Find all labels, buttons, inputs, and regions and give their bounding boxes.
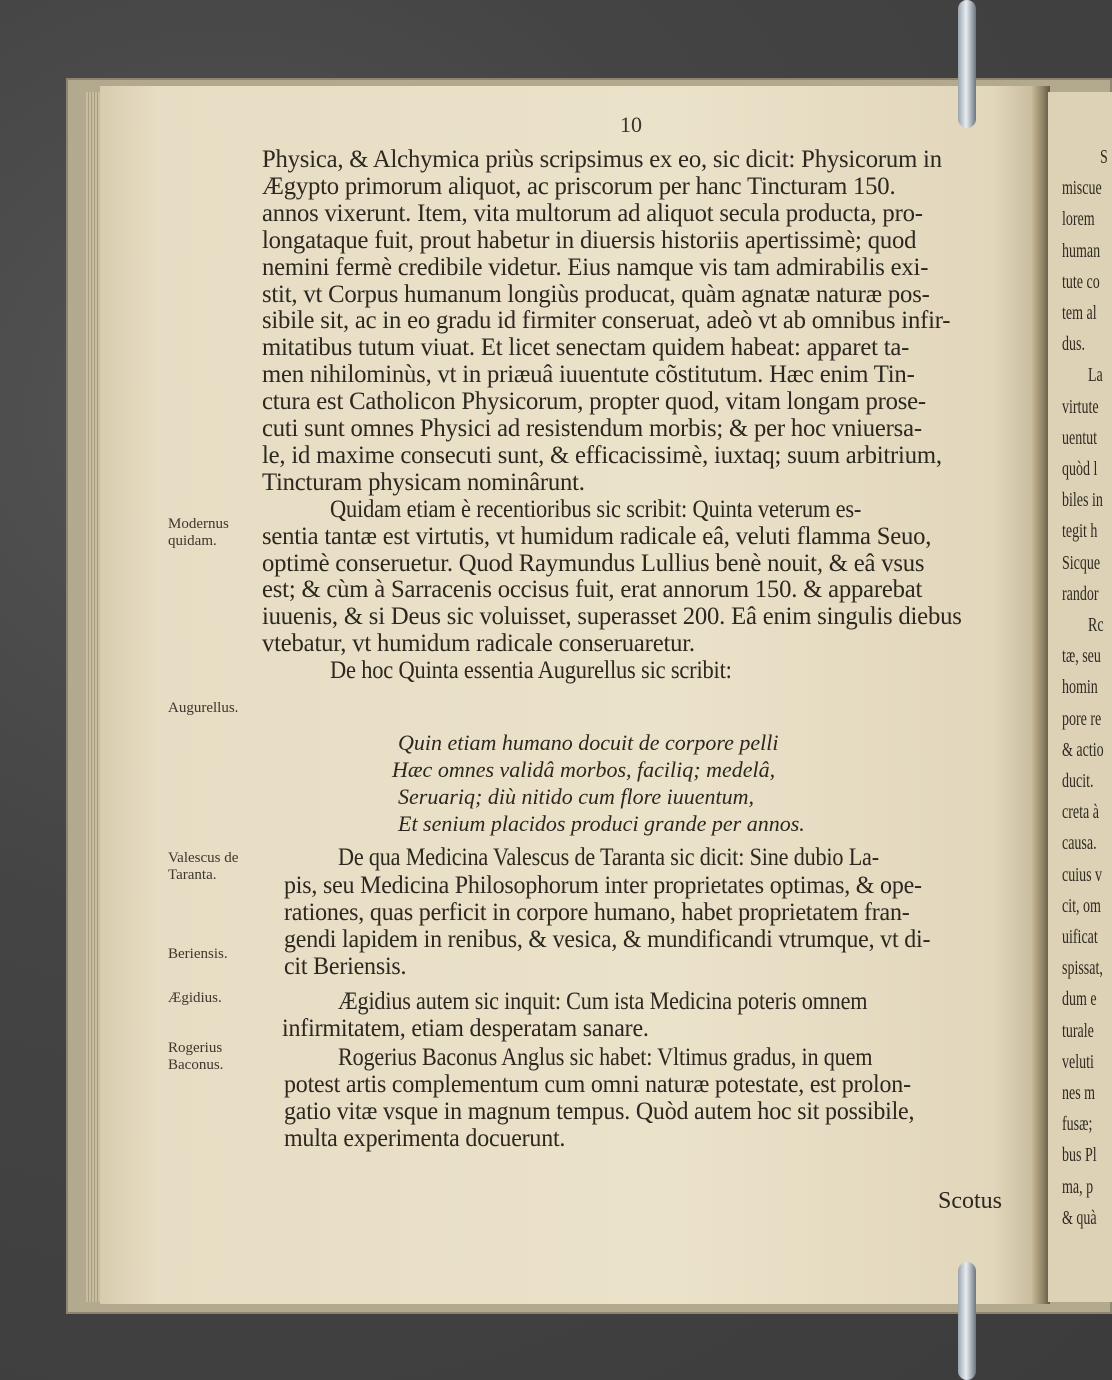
right-page-fragment: cuius v bbox=[1062, 863, 1103, 886]
text-line: annos vixerunt. Item, vita multorum ad aliquot secula producta, pro- bbox=[262, 199, 923, 227]
right-page-fragment: biles in bbox=[1062, 489, 1103, 512]
right-page-fragment: dum e bbox=[1062, 988, 1097, 1011]
text-line: potest artis complementum cum omni naturæ potestate, est prolon- bbox=[284, 1071, 911, 1098]
text-line: infirmitatem, etiam desperatam sanare. bbox=[282, 1015, 649, 1042]
right-page-fragment: causa. bbox=[1062, 832, 1097, 855]
margin-note-line: Baconus. bbox=[168, 1057, 224, 1073]
right-page-fragment: bus Pl bbox=[1062, 1144, 1097, 1167]
right-page-fragment: veluti bbox=[1062, 1050, 1094, 1073]
right-page-fragment: S bbox=[1100, 146, 1108, 168]
margin-note-line: Ægidius. bbox=[168, 990, 222, 1006]
verse-line: Quin etiam humano docuit de corpore pelli bbox=[398, 730, 779, 755]
text-line: pis, seu Medicina Philosophorum inter proprietates optimas, & ope- bbox=[284, 872, 922, 899]
text-line: Rogerius Baconus Anglus sic habet: Vltimus gradus, in quem bbox=[338, 1044, 873, 1071]
text-line: Quidam etiam è recentioribus sic scribit: Quinta veterum es- bbox=[330, 495, 862, 523]
right-page-fragment: quòd l bbox=[1062, 458, 1098, 480]
verse-line: Seruariq; diù nitido cum flore iuuentum, bbox=[398, 784, 755, 809]
right-page-fragment: uificat bbox=[1062, 926, 1098, 948]
text-line: cit Beriensis. bbox=[284, 953, 407, 980]
catchword: Scotus bbox=[938, 1188, 1003, 1214]
right-page-fragment: & actio bbox=[1062, 738, 1104, 761]
right-page-fragment: miscue bbox=[1062, 177, 1102, 200]
text-line: multa experimenta docuerunt. bbox=[284, 1125, 566, 1152]
right-page-fragment: human bbox=[1062, 239, 1101, 262]
right-page-fragment: tæ, seu bbox=[1062, 645, 1101, 668]
verse-line: Et senium placidos produci grande per annos. bbox=[398, 811, 805, 836]
right-page-fragment: creta à bbox=[1062, 801, 1099, 824]
text-line: ctura est Catholicon Physicorum, propter quod, vitam longam prose- bbox=[262, 388, 926, 416]
margin-note-line: Modernus bbox=[168, 516, 229, 532]
page-number: 10 bbox=[620, 112, 642, 137]
text-line: optimè conseruetur. Quod Raymundus Lullius benè nouit, & eâ vsus bbox=[262, 549, 925, 577]
right-page-fragment: homin bbox=[1062, 676, 1098, 699]
text-line: est; & cùm à Sarracenis occisus fuit, erat annorum 150. & apparebat bbox=[262, 576, 923, 604]
margin-note-aegidius bbox=[168, 990, 268, 1007]
right-page-fragment: nes m bbox=[1062, 1082, 1096, 1104]
text-line: Ægidius autem sic inquit: Cum ista Medicina poteris omnem bbox=[338, 988, 868, 1015]
right-page-fragment: uentut bbox=[1062, 426, 1097, 449]
right-page-fragment: spissat, bbox=[1062, 957, 1103, 980]
right-page bbox=[1048, 92, 1112, 1302]
margin-note-line: Beriensis. bbox=[168, 946, 228, 962]
text-line: sentia tantæ est virtutis, vt humidum radicale eâ, veluti flamma Seuo, bbox=[262, 522, 932, 550]
text-line: De hoc Quinta essentia Augurellus sic scribit: bbox=[330, 657, 732, 685]
right-page-fragment: Rc bbox=[1088, 614, 1104, 636]
right-page-fragment: turale bbox=[1062, 1019, 1094, 1042]
text-line: iuuenis, & si Deus sic voluisset, superasset 200. Eâ enim singulis diebus bbox=[262, 603, 962, 631]
margin-note-valescus bbox=[168, 850, 268, 884]
right-page-fragment: fusæ; bbox=[1062, 1113, 1093, 1136]
bottom-page-clip bbox=[958, 1262, 976, 1380]
right-page-fragment: & quà bbox=[1062, 1206, 1097, 1229]
right-page-fragment: ma, p bbox=[1062, 1175, 1094, 1198]
text-line: vtebatur, vt humidum radicale conseruaretur. bbox=[262, 630, 695, 658]
margin-note-line: quidam. bbox=[168, 533, 217, 549]
text-line: gatio vitæ vsque in magnum tempus. Quòd autem hoc sit possibile, bbox=[284, 1098, 915, 1125]
right-page-fragment: dus. bbox=[1062, 333, 1085, 356]
right-page-fragment: tegit h bbox=[1062, 520, 1098, 543]
right-page-fragment: pore re bbox=[1062, 707, 1102, 730]
margin-note-line: Augurellus. bbox=[168, 700, 239, 716]
text-line: Physica, & Alchymica priùs scripsimus ex eo, sic dicit: Physicorum in bbox=[262, 146, 942, 173]
text-line: longataque fuit, prout habetur in diuersis historiis apertissimè; quod bbox=[262, 226, 917, 254]
verse-line: Hæc omnes validâ morbos, faciliq; medelâ, bbox=[392, 757, 776, 782]
right-page-fragment: lorem bbox=[1062, 208, 1095, 231]
margin-note-line: Rogerius bbox=[168, 1040, 223, 1056]
text-line: sibile sit, ac in eo gradu id firmiter conseruat, adeò vt ab omnibus infir- bbox=[262, 307, 951, 335]
margin-note-line: Valescus de bbox=[168, 850, 239, 866]
right-page-fragment: randor bbox=[1062, 582, 1099, 605]
top-page-clip bbox=[958, 0, 976, 128]
text-line: mitatibus tutum viuat. Et licet senectam quidem habeat: apparet ta- bbox=[262, 334, 910, 362]
text-line: cuti sunt omnes Physici ad resistendum morbis; & per hoc vniuersa- bbox=[262, 415, 922, 442]
right-page-fragment: ducit. bbox=[1062, 770, 1094, 792]
margin-note-rogerius bbox=[168, 1040, 268, 1074]
text-line: men nihilominùs, vt in priæuâ iuuentute cõstitutum. Hæc enim Tin- bbox=[262, 361, 915, 389]
right-page-fragment: La bbox=[1088, 364, 1103, 387]
text-line: nemini fermè credibile videtur. Eius namque vis tam admirabilis exi- bbox=[262, 253, 929, 281]
text-line: stit, vt Corpus humanum longiùs producat, quàm agnatæ naturæ pos- bbox=[262, 280, 930, 308]
right-page-fragment: tute co bbox=[1062, 270, 1100, 293]
margin-note-augurellus bbox=[168, 700, 268, 717]
margin-note-modernus bbox=[168, 516, 268, 550]
right-page-fragment: Sicque bbox=[1062, 551, 1101, 574]
text-line: Ægypto primorum aliquot, ac priscorum per hanc Tincturam 150. bbox=[262, 172, 896, 200]
text-line: le, id maxime consecuti sunt, & efficacissimè, iuxtaq; suum arbitrium, bbox=[262, 441, 942, 469]
text-line: rationes, quas perficit in corpore humano, habet proprietatem fran- bbox=[284, 899, 910, 926]
text-line: gendi lapidem in renibus, & vesica, & mundificandi vtrumque, vt di- bbox=[284, 926, 931, 953]
text-line: De qua Medicina Valescus de Taranta sic dicit: Sine dubio La- bbox=[338, 844, 879, 871]
right-page-fragment: tem al bbox=[1062, 302, 1097, 324]
right-page-fragment: cit, om bbox=[1062, 894, 1101, 917]
text-line: Tincturam physicam nominârunt. bbox=[262, 468, 585, 496]
margin-note-line: Taranta. bbox=[168, 867, 217, 883]
margin-note-beriensis bbox=[168, 946, 268, 963]
right-page-fragment: virtute bbox=[1062, 395, 1099, 418]
